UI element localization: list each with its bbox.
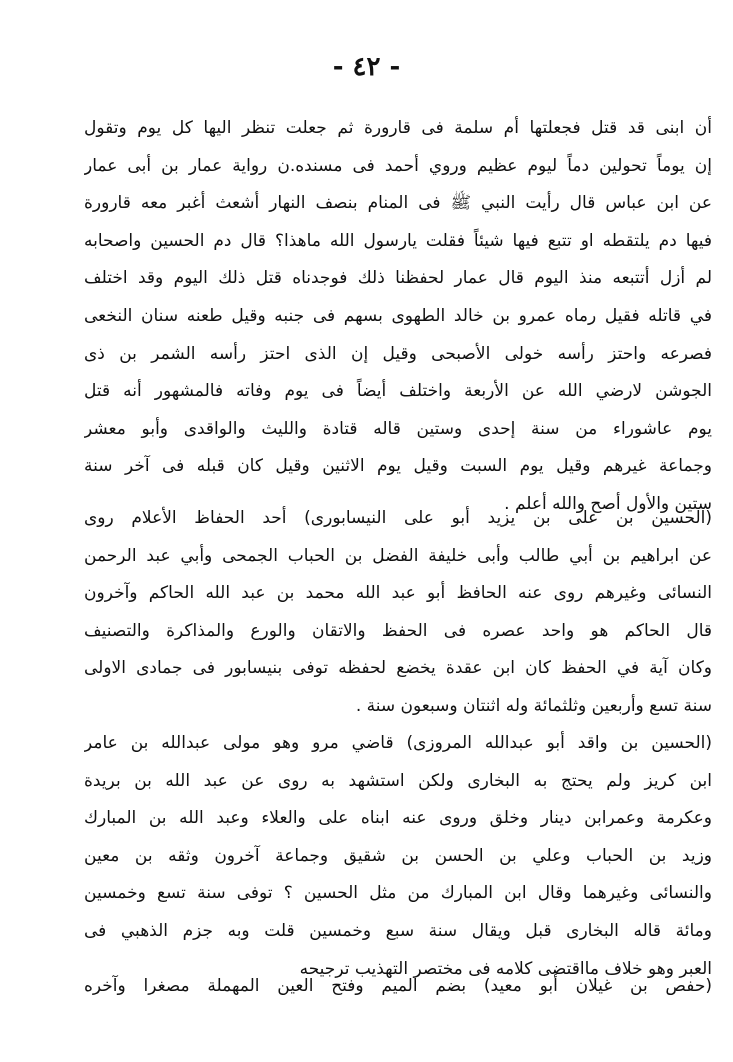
text-line: يوم عاشوراء من سنة إحدى وستين قاله قتادة والليث والواقدى وأبو معشر [84,418,712,439]
text-line: قال الحاكم هو واحد عصره فى الحفظ والاتقان والورع والمذاكرة والتصنيف [84,620,712,641]
text-line: وزيد بن الحباب وعلي بن الحسن بن شقيق وجماعة آخرون وثقه بن معين [84,845,712,866]
paragraph-hussein-naysaburi [84,500,712,726]
page-number: - ٤٢ - [332,52,401,82]
text-line: (الحسين بن على بن يزيد أبو على النيسابورى) أحد الحفاظ الأعلام روى [84,508,712,528]
text-line: العبر وهو خلاف مااقتضى كلامه فى مختصر التهذيب ترجيحه [299,958,712,979]
text-line: سنة تسع وأربعين وثلثمائة وله اثنتان وسبعون سنة . [355,695,712,716]
text-line: وكان آية في الحفظ كان ابن عقدة يخضع لحفظه توفى بنيسابور فى جمادى الاولى [84,658,712,679]
paragraph-hussein-marwazi [84,725,712,988]
text-line: في قاتله فقيل رماه عمرو بن خالد الطهوى بسهم فى جنبه وقيل طعنه سنان النخعى [84,305,712,326]
text-line: عن ابن عباس قال رأيت النبي ﷺ فى المنام بنصف النهار أشعث أغبر معه قارورة [84,193,712,214]
text-line: (الحسين بن واقد أبو عبدالله المروزى) قاضي مرو وهو مولى عبدالله بن عامر [84,733,712,753]
text-line: فيها دم يلتقطه او تتبع فيها شيئاً فقلت يارسول الله ماهذا؟ قال دم الحسين واصحابه [84,230,712,251]
paragraph-hussein-death [84,110,712,524]
text-line: ستين والأول أصح والله أعلم . [504,493,712,514]
text-line: (حفص بن غيلان أبو معيد) بضم الميم وفتح العين المهملة مصغرا وآخره [84,976,712,996]
text-line: ابن كريز ولم يحتج به البخارى ولكن استشهد به روى عن عبد الله بن بريدة [84,770,712,791]
text-line: الجوشن لارضي الله عن الأربعة واختلف أيضاً فى يوم وفاته فالمشهور أنه قتل [84,381,712,402]
text-line: أن ابنى قد قتل فجعلتها أم سلمة فى قارورة ثم جعلت تنظر اليها كل يوم وتقول [84,118,712,138]
text-line: لم أزل أتتبعه منذ اليوم قال عمار لحفظنا ذلك فوجدناه قتل ذلك اليوم وقد اختلف [84,268,712,289]
text-line: وعكرمة وعمرابن دينار وخلق وروى عنه ابناه على والعلاء وعبد الله بن المبارك [84,808,712,829]
paragraph-hafs-ghaylan [84,968,712,1006]
text-line: والنسائى وغيرهما وقال ابن المبارك من مثل الحسين ؟ توفى سنة تسع وخمسين [84,883,712,904]
text-line: النسائى وغيرهم روى عنه الحافظ أبو عبد الله محمد بن عبد الله الحاكم وآخرون [84,583,712,604]
text-line: وجماعة غيرهم وقيل يوم السبت وقيل يوم الاثنين وقيل كان قبله فى آخر سنة [84,456,712,477]
text-line: إن يوماً تحولين دماً ليوم عظيم وروي أحمد فى مسنده.ن رواية عمار بن أبى عمار [84,155,712,176]
text-line: عن ابراهيم بن أبي طالب وأبى خليفة الفضل بن الحباب الجمحى وأبي عبد الرحمن [84,545,712,566]
text-line: ومائة قاله البخارى قبل ويقال سنة سبع وخمسين قلت وبه جزم الذهبي فى [84,920,712,941]
text-line: فصرعه واحتز رأسه خولى الأصبحى وقيل إن الذى احتز رأسه الشمر بن ذى [84,343,712,364]
